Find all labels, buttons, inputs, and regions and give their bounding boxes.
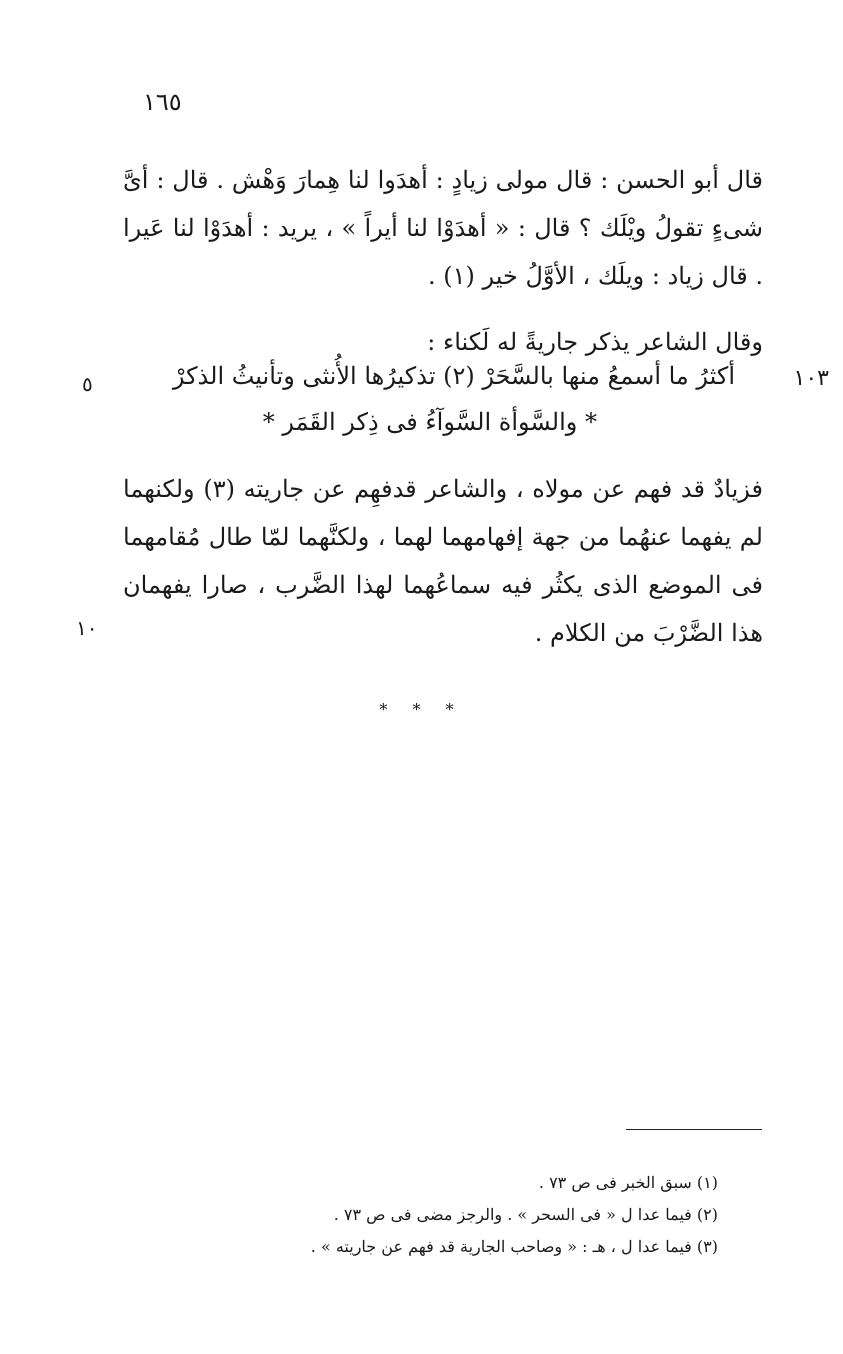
- paragraph-zyad-anecdote: [123, 156, 763, 300]
- verse-introduction: [153, 318, 763, 366]
- verse-number: ١٠٣: [793, 366, 829, 391]
- verse-line-1: أكثرُ ما أسمعُ منها بالسَّحَرْ (٢) تذكيرُها الأُنثى وتأنيثُ الذكرْ: [172, 362, 735, 390]
- paragraph-explanation: [123, 465, 763, 657]
- footnote-divider: [626, 1129, 762, 1130]
- paragraph-text: فزيادٌ قد فهم عن مولاه ، والشاعر قدفهِم عن جاريته (٣) ولكنهما لم يفهما عنهُما من جهة إفهامهما لهما ، ولكنَّهما لمّا طال مُقامهما فى الموضع الذى يكثُر فيه سماعُهما لهذا الضَّرب ، صارا يفهمان هذا الضَّرْبَ من الكلام .: [123, 475, 764, 647]
- line-number-10: ١٠: [76, 616, 98, 640]
- line-number-5: ٥: [82, 372, 93, 396]
- footnote-1: (١) سبق الخبر فى ص ٧٣ .: [538, 1173, 718, 1192]
- page-number: ١٦٥: [143, 88, 182, 116]
- footnote-2: (٢) فيما عدا ل « فى السحر » . والرجز مضى فى ص ٧٣ .: [333, 1205, 718, 1224]
- footnote-3: (٣) فيما عدا ل ، هـ : « وصاحب الجارية قد فهم عن جاريته » .: [310, 1237, 718, 1256]
- verse-line-2: * والسَّوأة السَّوآءُ فى ذِكر القَمَر *: [262, 408, 597, 436]
- intro-text: وقال الشاعر يذكر جاريةً له لَكناء :: [427, 328, 763, 356]
- footnotes: [118, 1167, 718, 1263]
- paragraph-text: قال أبو الحسن : قال مولى زيادٍ : أهدَوا لنا هِمارَ وَهْش . قال : أىَّ شىءٍ تقولُ ويْلَك ؟ قال : « أهدَوْا لنا أيراً » ، يريد : أهدَوْا لنا عَيرا . قال زياد : ويلَك ، الأوَّلُ خير (١) .: [123, 166, 763, 290]
- section-separator: * * *: [379, 700, 464, 719]
